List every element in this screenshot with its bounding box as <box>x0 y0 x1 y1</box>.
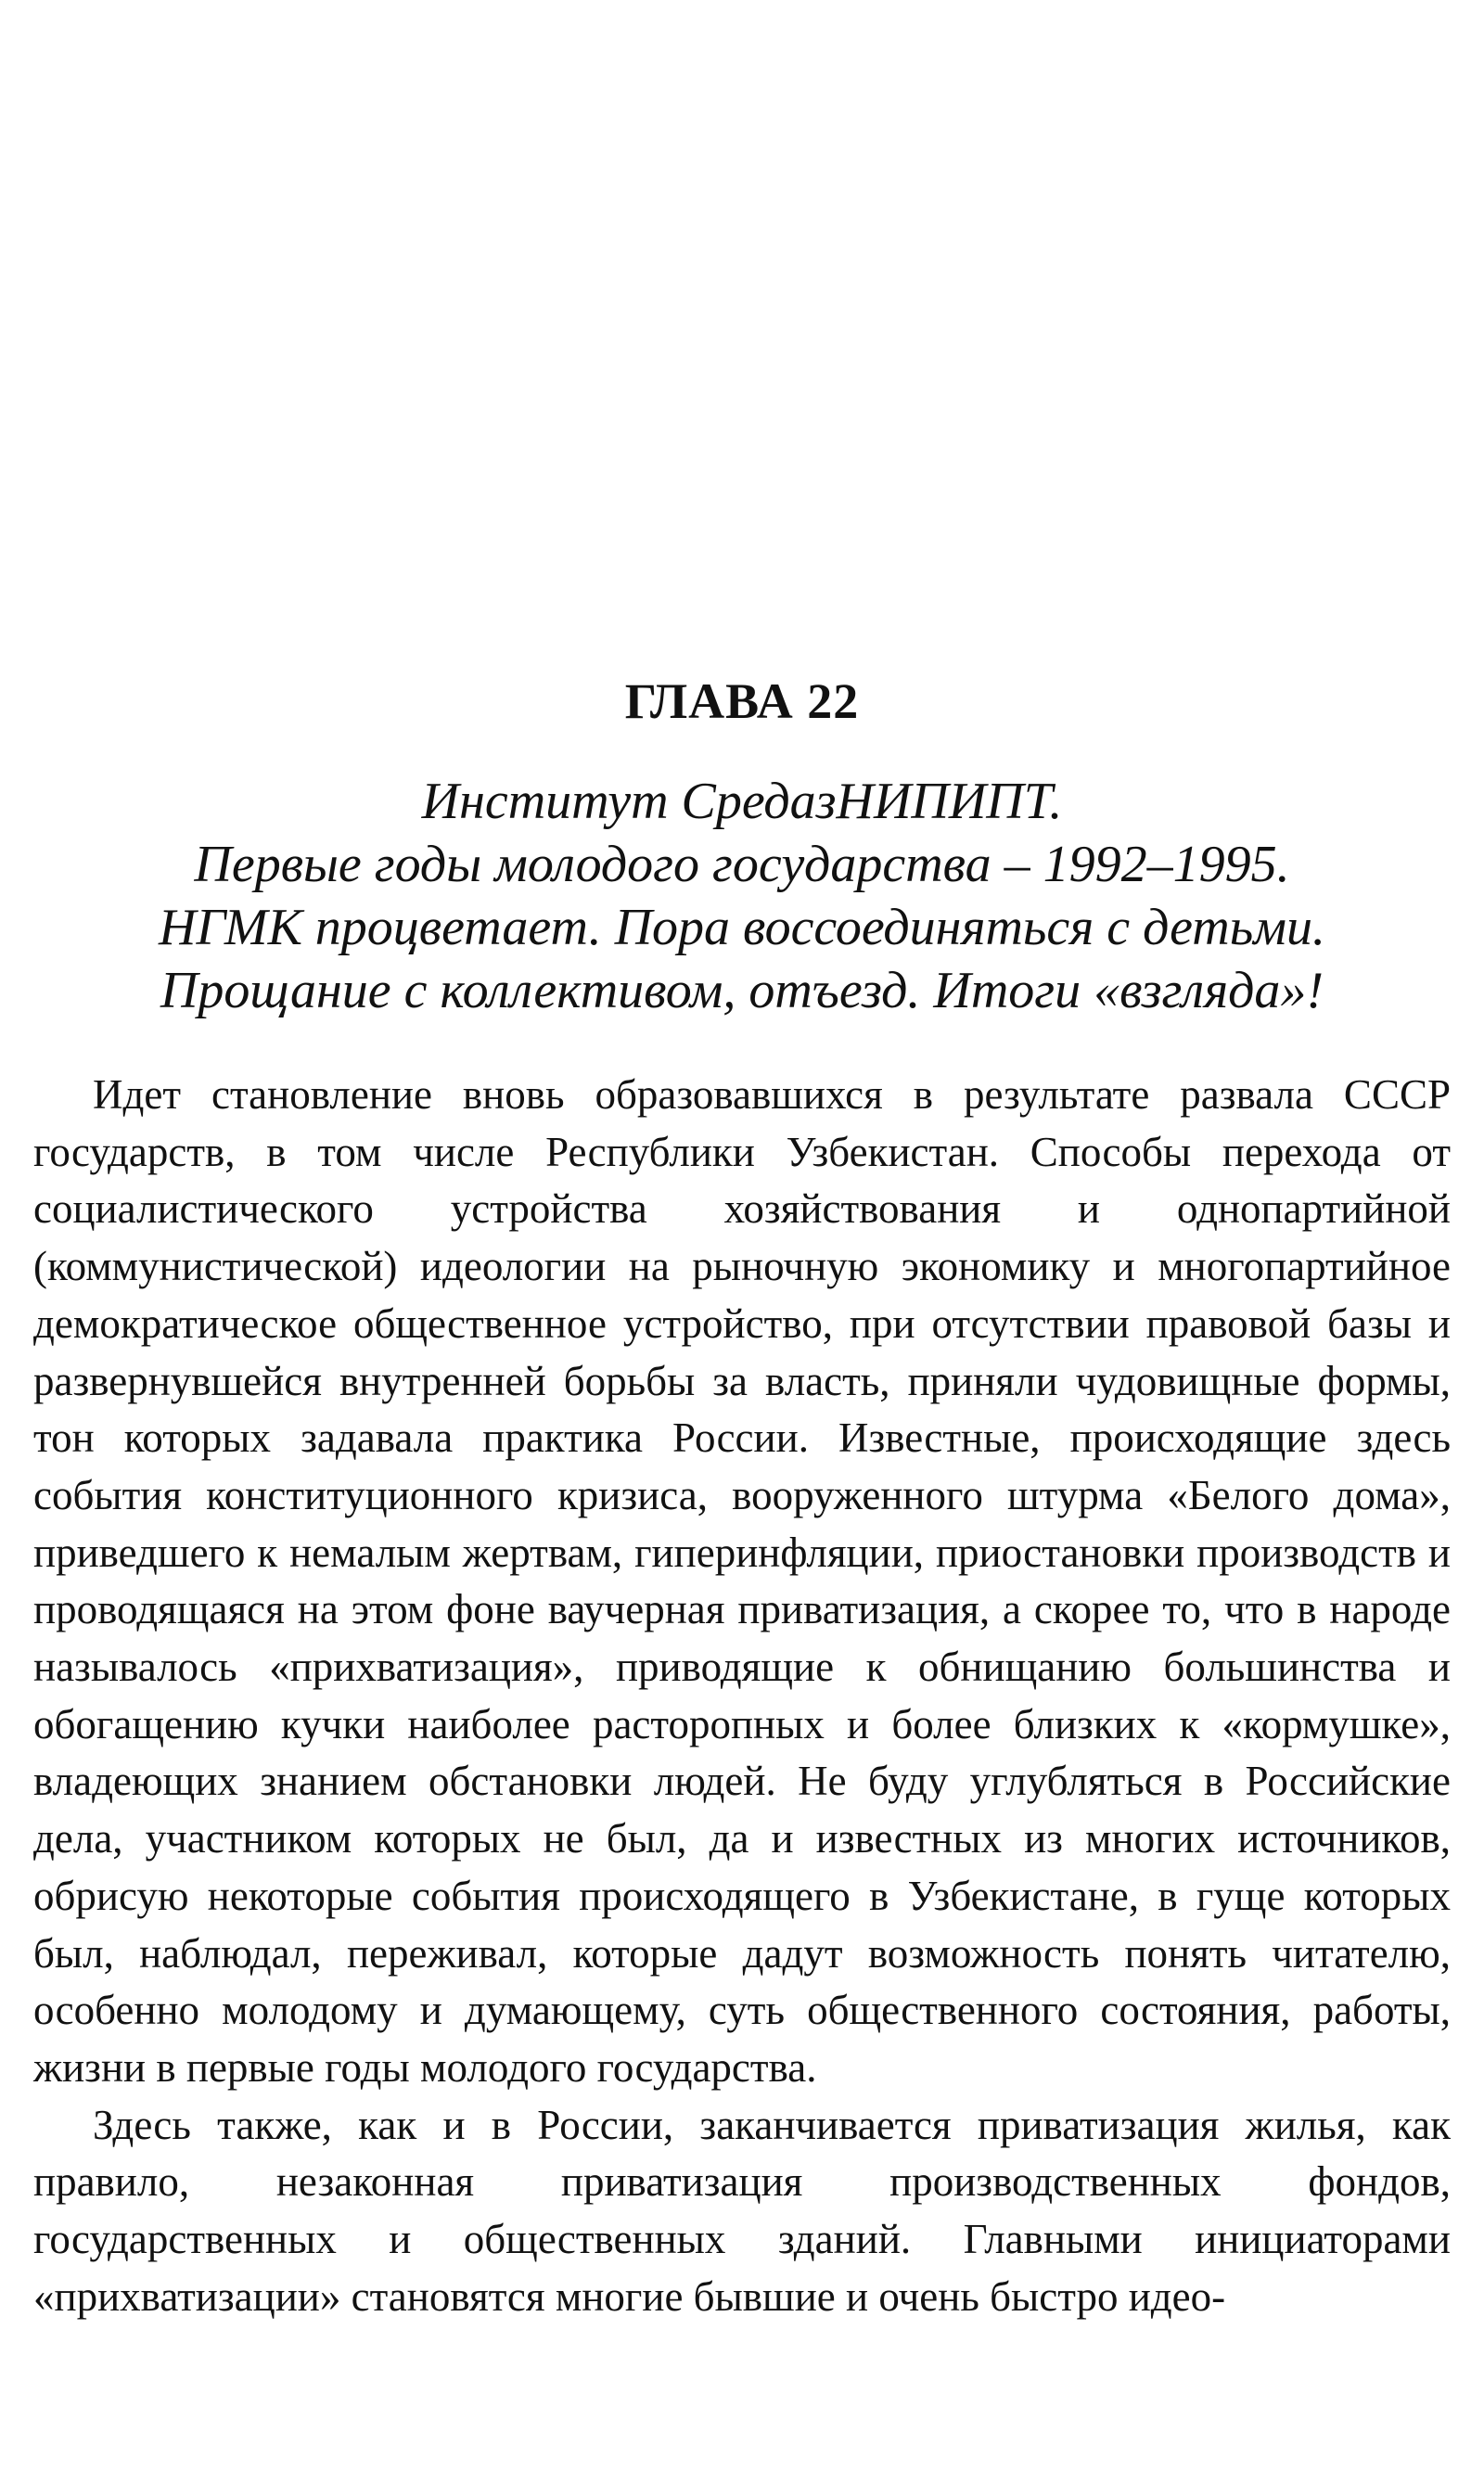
subtitle-line: НГМК процветает. Пора воссоединяться с детьми. <box>159 899 1325 956</box>
chapter-subtitle <box>56 770 1428 1022</box>
chapter-heading: ГЛАВА 22 <box>624 673 860 729</box>
paragraph: Идет становление вновь образовавшихся в результате развала СССР государств, в том числе Республики Узбекистан. Способы перехода от социалистического устройства хозяйствования и однопартийной (коммунистической) идеологии на рыночную экономику и многопартийное демократическое общественное устройство, при отсутствии правовой базы и развернувшейся внутренней борьбы за власть, приняли чудовищные формы, тон которых задавала практика России. Известные, происходящие здесь события конституционного кризиса, вооруженного штурма «Белого дома», приведшего к немалым жертвам, гиперинфляции, приостановки производств и проводящаяся на этом фоне ваучерная приватизация, а скорее то, что в народе называлось «прихватизация», приводящие к обнищанию большинства и обогащению кучки наиболее расторопных и более близких к «кормушке», владеющих знанием обстановки людей. Не буду углубляться в Российские дела, участником которых не был, да и известных из многих источников, обрисую некоторые события происходящего в Узбекистане, в гуще которых был, наблюдал, переживал, которые дадут возможность понять читателю, особенно молодому и думающему, суть общественного состояния, работы, жизни в первые годы молодого государства. <box>33 1071 1451 2091</box>
paragraph: Здесь также, как и в России, заканчивается приватизация жилья, как правило, незаконная приватизация производственных фондов, государственных и общественных зданий. Главными инициаторами «прихватизации» становятся многие бывшие и очень быстро идео- <box>33 2101 1451 2320</box>
chapter-body <box>33 1067 1451 2325</box>
subtitle-line: Институт СредазНИПИПТ. <box>421 773 1063 830</box>
subtitle-line: Первые годы молодого государства – 1992–1995. <box>194 836 1290 893</box>
subtitle-line: Прощание с коллективом, отъезд. Итоги «взгляда»! <box>160 962 1324 1019</box>
